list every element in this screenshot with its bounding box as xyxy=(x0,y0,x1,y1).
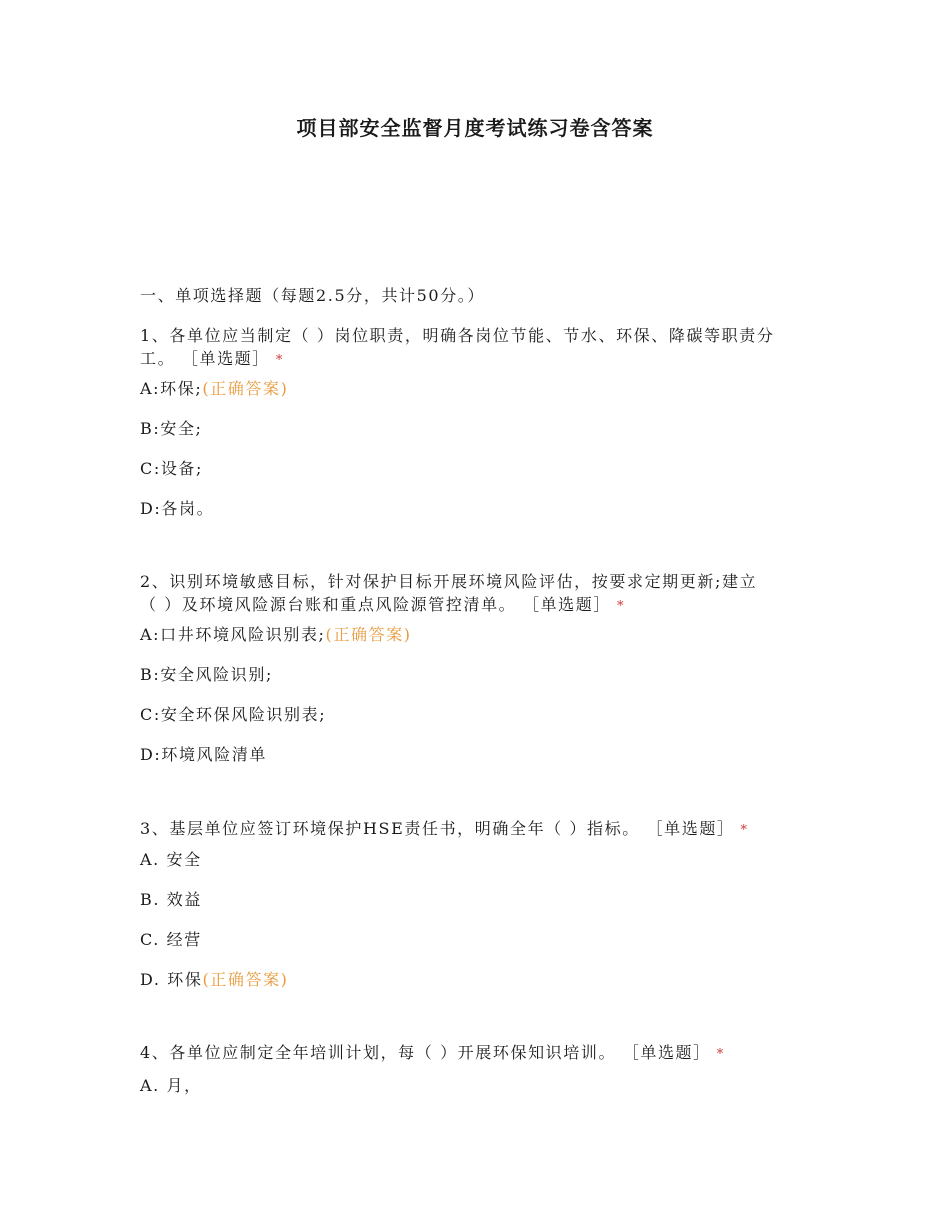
question-2-option-a[interactable] xyxy=(140,624,412,646)
question-2-stem-line1: 2、识别环境敏感目标，针对保护目标开展环境风险评估，按要求定期更新;建立 xyxy=(140,572,758,591)
question-3-stem-text: 3、基层单位应签订环境保护HSE责任书，明确全年（ ）指标。 ［单选题］ xyxy=(140,819,735,838)
question-2-stem-line2 xyxy=(140,594,625,618)
required-asterisk: * xyxy=(616,599,626,614)
section-heading: 一、单项选择题（每题2.5分，共计50分。） xyxy=(140,286,486,305)
question-2-option-b[interactable]: B:安全风险识别; xyxy=(140,665,273,684)
required-asterisk: * xyxy=(275,353,284,368)
question-3-option-a[interactable]: A. 安全 xyxy=(140,850,202,869)
option-text: A:口井环境风险识别表; xyxy=(140,625,326,644)
correct-answer-tag: (正确答案) xyxy=(202,379,289,398)
question-1-stem-text: 工。 ［单选题］ xyxy=(140,349,270,368)
question-1-stem-line1: 1、各单位应当制定（ ）岗位职责，明确各岗位节能、节水、环保、降碳等职责分 xyxy=(140,326,775,345)
question-1-stem-line2 xyxy=(140,348,284,372)
question-1-option-c[interactable]: C:设备; xyxy=(140,459,204,478)
question-1-option-b[interactable]: B:安全; xyxy=(140,419,203,438)
question-3-option-d[interactable] xyxy=(140,969,289,991)
question-1-option-d[interactable]: D:各岗。 xyxy=(140,499,215,518)
question-2-stem-text: （ ）及环境风险源台账和重点风险源管控清单。 ［单选题］ xyxy=(140,595,611,614)
question-2-option-c[interactable]: C:安全环保风险识别表; xyxy=(140,705,327,724)
question-4-option-a[interactable]: A. 月， xyxy=(140,1076,202,1095)
question-4-stem xyxy=(140,1042,725,1066)
correct-answer-tag: (正确答案) xyxy=(325,625,412,644)
page-title: 项目部安全监督月度考试练习卷含答案 xyxy=(296,116,654,140)
correct-answer-tag: (正确答案) xyxy=(202,970,289,989)
question-4-stem-text: 4、各单位应制定全年培训计划，每（ ）开展环保知识培训。 ［单选题］ xyxy=(140,1043,711,1062)
question-3-stem xyxy=(140,818,749,842)
question-2-option-d[interactable]: D:环境风险清单 xyxy=(140,745,268,764)
required-asterisk: * xyxy=(716,1047,725,1062)
required-asterisk: * xyxy=(740,823,749,838)
question-3-option-b[interactable]: B. 效益 xyxy=(140,890,202,909)
option-text: A:环保; xyxy=(140,379,203,398)
question-1-option-a[interactable] xyxy=(140,378,288,400)
question-3-option-c[interactable]: C. 经营 xyxy=(140,930,202,949)
option-text: D. 环保 xyxy=(140,970,203,989)
